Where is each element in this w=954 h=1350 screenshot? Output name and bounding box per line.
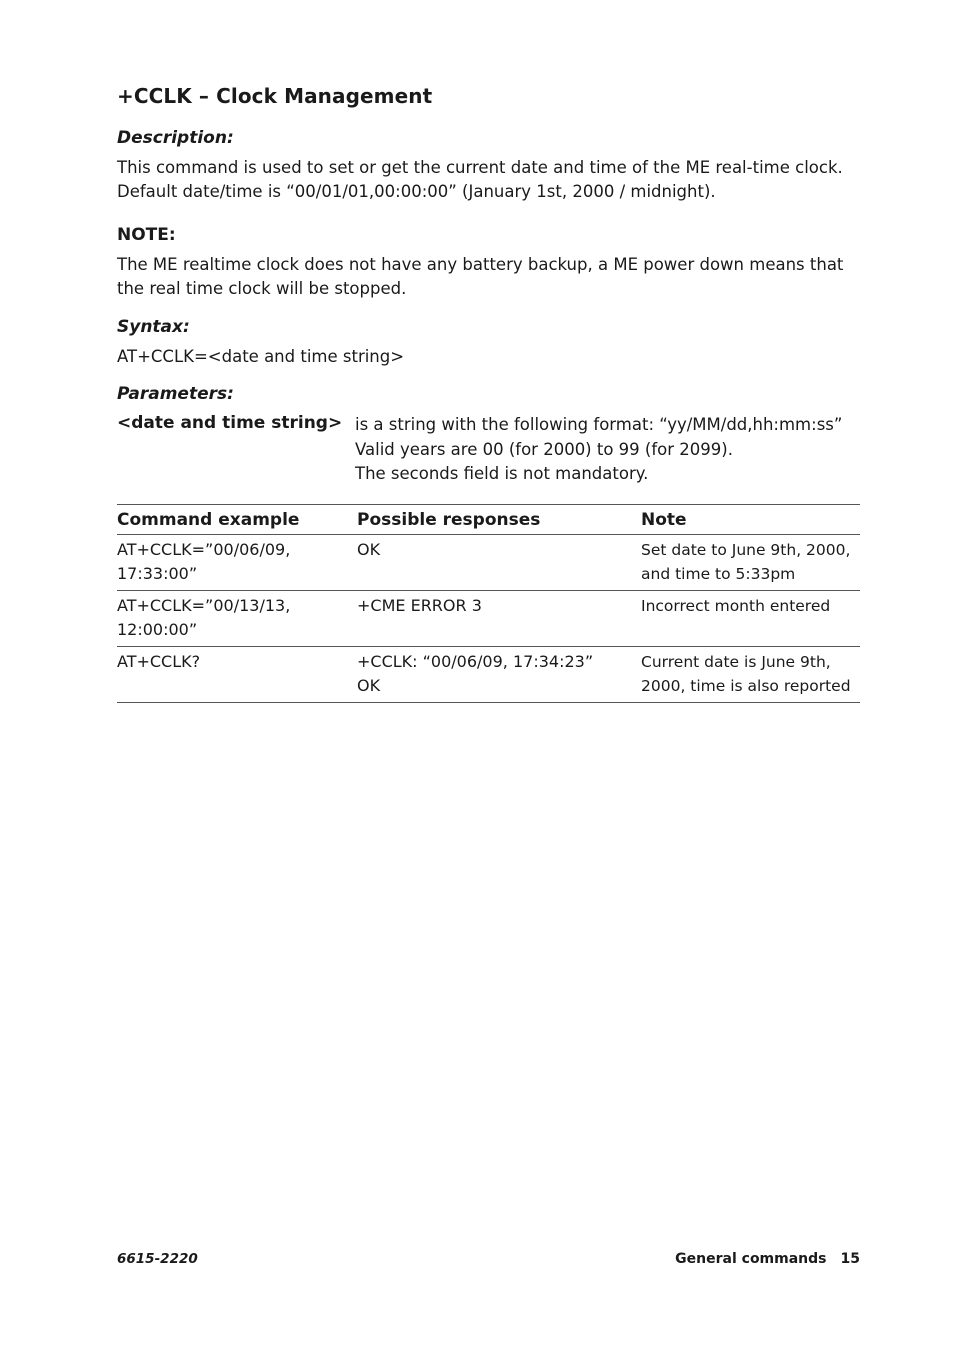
command-cell bbox=[117, 591, 357, 647]
description-text bbox=[117, 156, 860, 204]
syntax-heading: Syntax: bbox=[117, 317, 190, 337]
table-row bbox=[117, 591, 860, 647]
parameter-description bbox=[355, 413, 860, 487]
column-header-command: Command example bbox=[117, 505, 357, 535]
cell-line: and time to 5:33pm bbox=[641, 565, 796, 583]
cell-line: 17:33:00” bbox=[117, 564, 198, 583]
response-cell bbox=[357, 647, 641, 703]
table-row bbox=[117, 535, 860, 591]
page-number: 15 bbox=[840, 1251, 860, 1267]
cell-line: AT+CCLK=”00/06/09, bbox=[117, 540, 291, 559]
syntax-text: AT+CCLK=<date and time string> bbox=[117, 347, 405, 366]
cell-line: +CME ERROR 3 bbox=[357, 596, 482, 615]
description-heading: Description: bbox=[117, 128, 234, 148]
note-heading: NOTE: bbox=[117, 225, 176, 245]
note-text bbox=[117, 253, 860, 301]
cell-line: AT+CCLK=”00/13/13, bbox=[117, 596, 291, 615]
cell-line: +CCLK: “00/06/09, 17:34:23” bbox=[357, 652, 594, 671]
cell-line: OK bbox=[357, 540, 381, 559]
parameter-line: is a string with the following format: “yy/MM/dd,hh:mm:ss” bbox=[355, 415, 843, 434]
note-cell bbox=[641, 591, 860, 647]
cell-line: AT+CCLK? bbox=[117, 652, 201, 671]
command-table bbox=[117, 504, 860, 703]
table-header-row bbox=[117, 505, 860, 535]
page-title: +CCLK – Clock Management bbox=[117, 84, 433, 108]
cell-line: Current date is June 9th, bbox=[641, 653, 831, 671]
response-cell bbox=[357, 591, 641, 647]
cell-line: 2000, time is also reported bbox=[641, 677, 851, 695]
response-cell bbox=[357, 535, 641, 591]
cell-line: Incorrect month entered bbox=[641, 597, 831, 615]
parameter-line: Valid years are 00 (for 2000) to 99 (for 2099). bbox=[355, 439, 733, 459]
parameter-name: <date and time string> bbox=[117, 413, 343, 433]
cell-line: Set date to June 9th, 2000, bbox=[641, 541, 851, 559]
document-page bbox=[117, 0, 860, 1350]
note-line: the real time clock will be stopped. bbox=[117, 279, 407, 298]
table-row bbox=[117, 647, 860, 703]
description-line: Default date/time is “00/01/01,00:00:00” (January 1st, 2000 / midnight). bbox=[117, 182, 716, 201]
note-cell bbox=[641, 535, 860, 591]
cell-line: OK bbox=[357, 676, 381, 695]
note-cell bbox=[641, 647, 860, 703]
footer-doc-number: 6615-2220 bbox=[117, 1251, 198, 1267]
note-line: The ME realtime clock does not have any battery backup, a ME power down means that bbox=[117, 255, 844, 274]
command-cell bbox=[117, 647, 357, 703]
footer-section bbox=[675, 1251, 860, 1267]
cell-line: 12:00:00” bbox=[117, 620, 198, 639]
column-header-responses: Possible responses bbox=[357, 505, 641, 535]
parameter-line: The seconds field is not mandatory. bbox=[355, 464, 649, 483]
description-line: This command is used to set or get the current date and time of the ME real-time clock. bbox=[117, 158, 843, 177]
column-header-note: Note bbox=[641, 505, 860, 535]
parameters-heading: Parameters: bbox=[117, 384, 234, 404]
footer-section-name: General commands bbox=[675, 1251, 827, 1267]
command-cell bbox=[117, 535, 357, 591]
